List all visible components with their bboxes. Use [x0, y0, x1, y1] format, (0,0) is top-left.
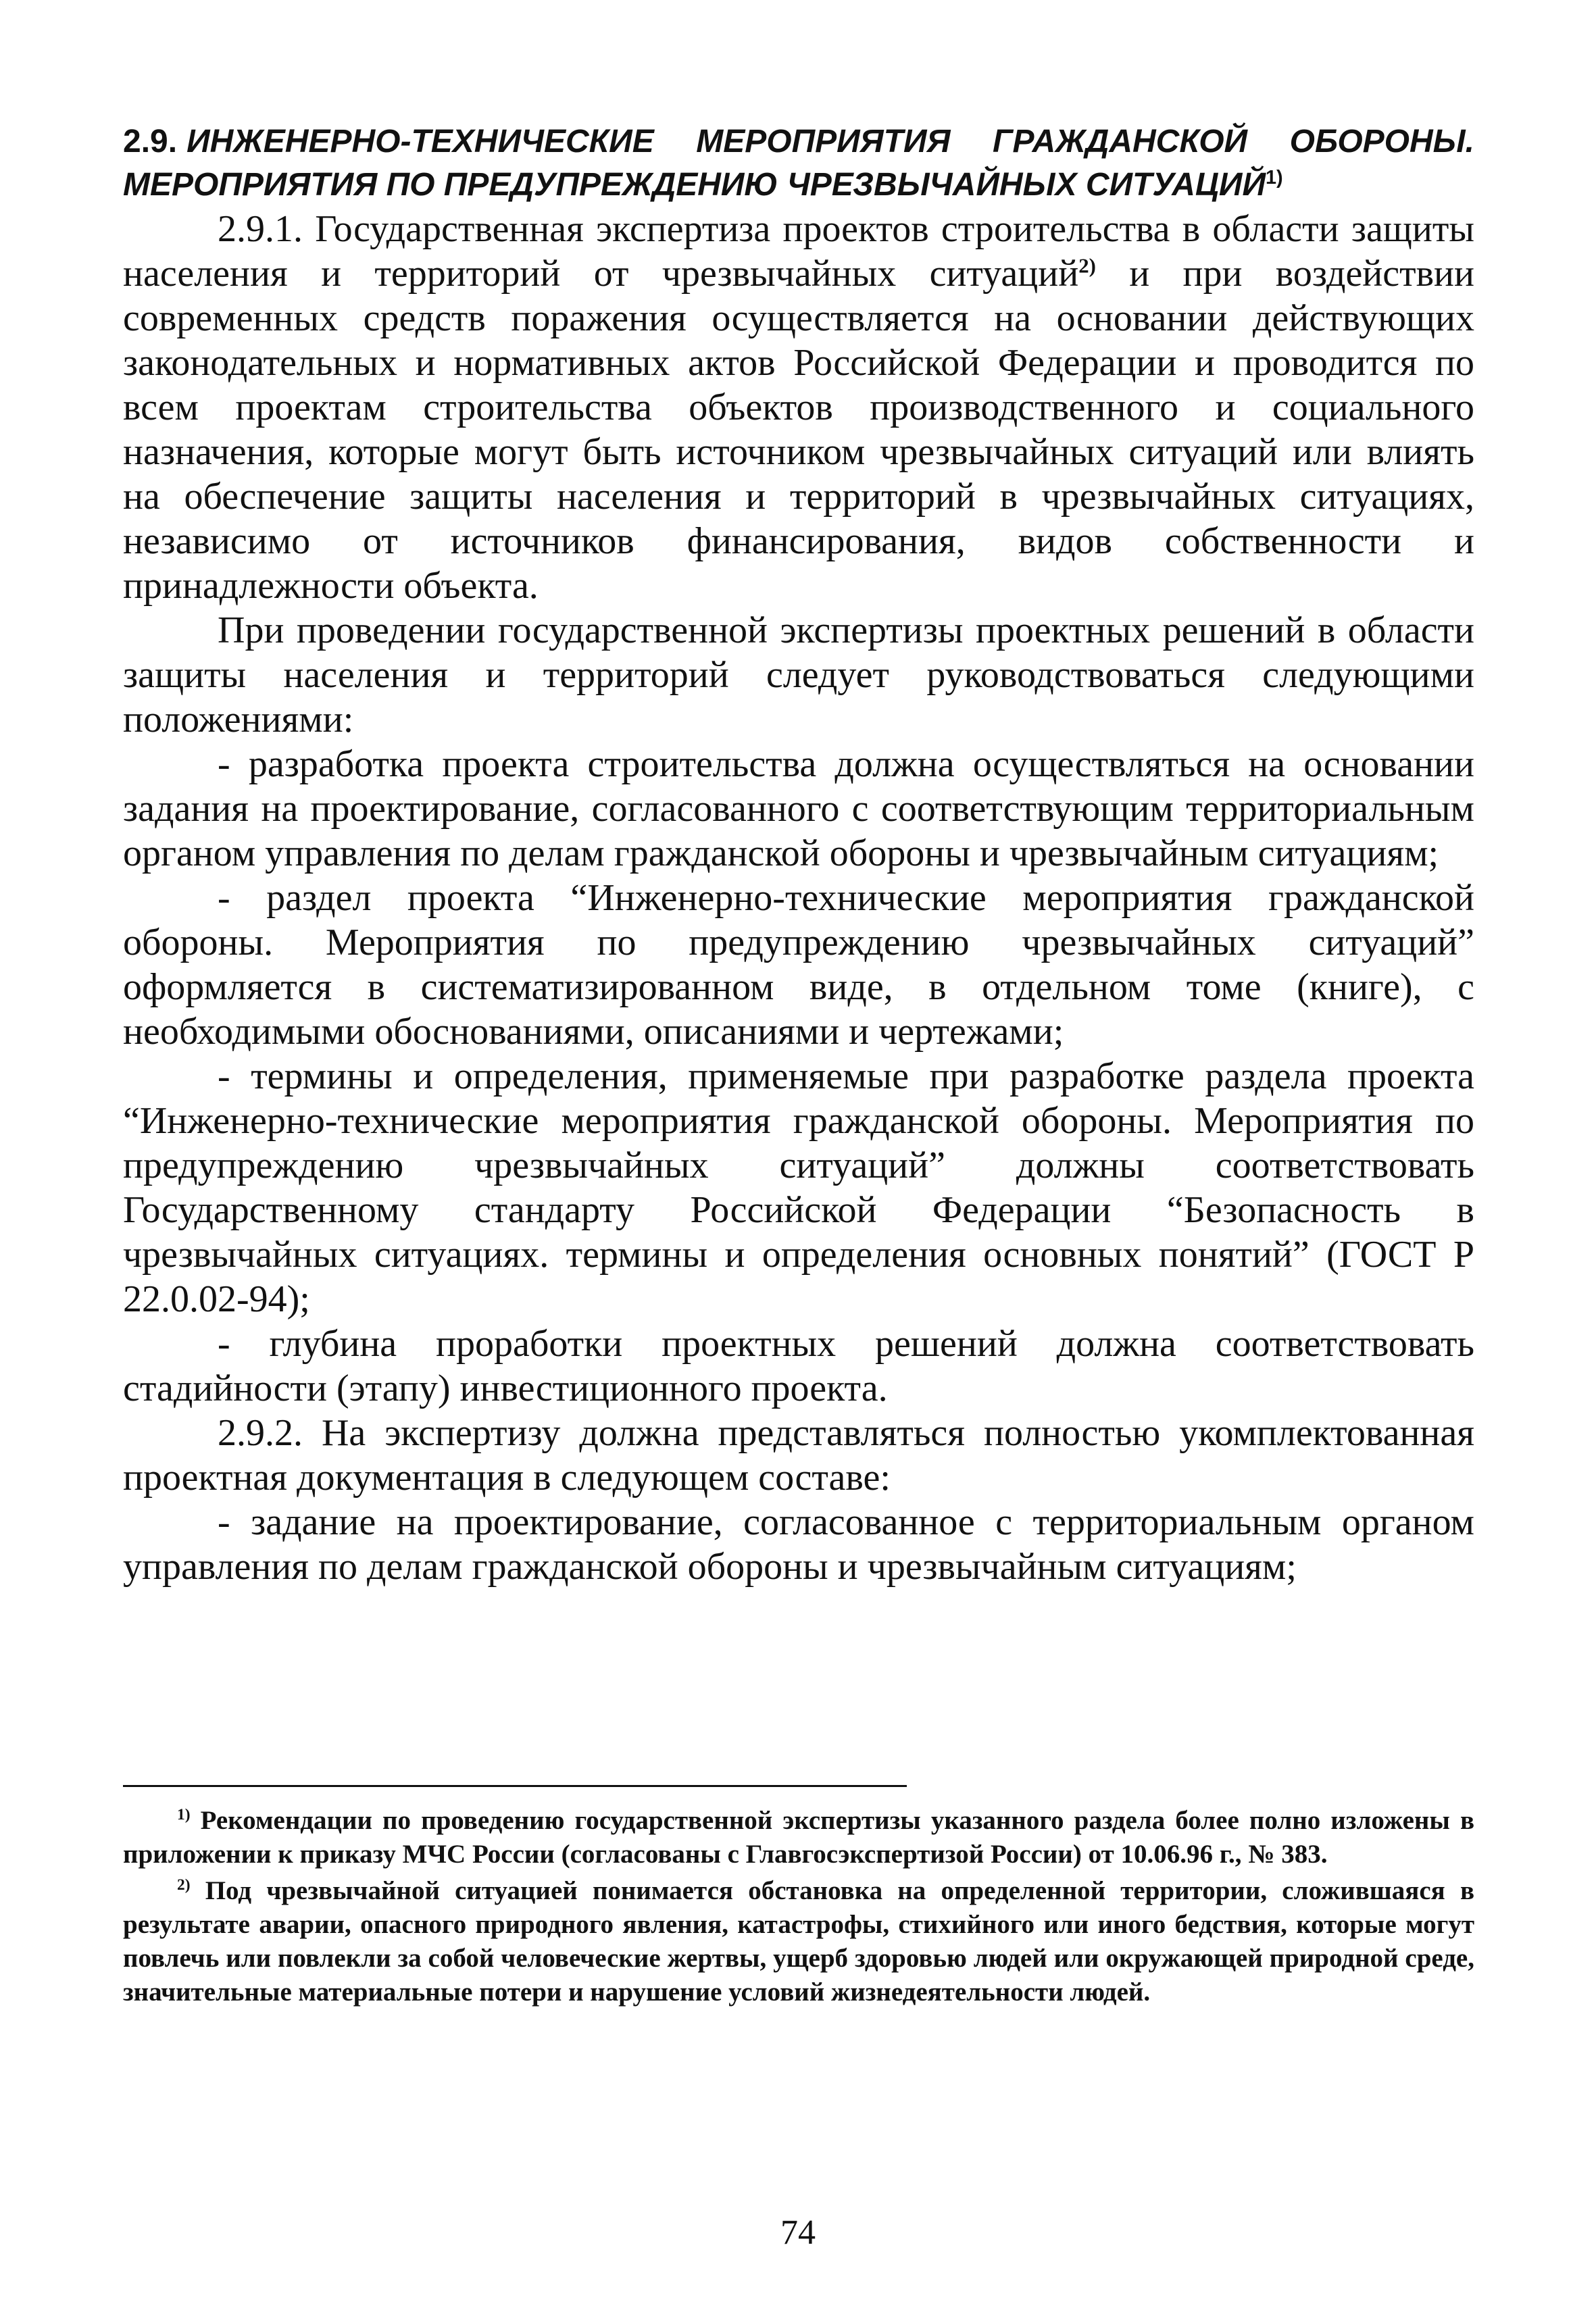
heading-footnote-mark: 1) — [1265, 167, 1283, 188]
paragraph-2-9-2: 2.9.2. На экспертизу должна представляться полностью укомплектованная проектная документация в следующем составе: — [123, 1412, 1474, 1499]
section-title: ИНЖЕНЕРНО-ТЕХНИЧЕСКИЕ МЕРОПРИЯТИЯ ГРАЖДАНСКОЙ ОБОРОНЫ. МЕРОПРИЯТИЯ ПО ПРЕДУПРЕЖДЕНИЮ ЧРЕЗВЫЧАЙНЫХ СИТУАЦИЙ — [123, 124, 1474, 203]
footnote-ref-2: 2) — [1078, 254, 1096, 278]
footnote-mark-1: 1) — [177, 1806, 191, 1823]
paragraph-intro: При проведении государственной экспертизы проектных решений в области защиты населения и территорий следует руководствоваться следующими положениями: — [123, 609, 1474, 740]
footnote-text-1: Рекомендации по проведению государственной экспертизы указанного раздела более полно изложены в приложении к приказу МЧС России (согласованы с Главгосэкспертизой России) от 10.06.96 г., № 383. — [123, 1806, 1475, 1869]
section-number: 2.9. — [123, 124, 178, 159]
list-item-3: - термины и определения, применяемые при разработке раздела проекта “Инженерно-технические мероприятия гражданской обороны. Мероприятия по предупреждению чрезвычайных ситуаций” должны соответствовать Государственному стандарту Российской Федерации “Безопасность в чрезвычайных ситуациях. термины и определения основных понятий” (ГОСТ Р 22.0.02-94); — [123, 1055, 1474, 1320]
footnotes — [123, 1804, 1474, 2012]
page-number: 74 — [780, 2213, 816, 2252]
list-item-2: - раздел проекта “Инженерно-технические мероприятия гражданской обороны. Мероприятия по предупреждению чрезвычайных ситуаций” оформляется в систематизированном виде, в отдельном томе (книге), с необходимыми обоснованиями, описаниями и чертежами; — [123, 877, 1474, 1053]
footnote-2 — [123, 1874, 1474, 2009]
footnote-divider — [123, 1785, 907, 1787]
list-item-4: - глубина проработки проектных решений должна соответствовать стадийности (этапу) инвестиционного проекта. — [123, 1323, 1474, 1409]
section-heading — [123, 120, 1474, 207]
footnote-mark-2: 2) — [177, 1876, 191, 1894]
footnote-1 — [123, 1804, 1474, 1871]
footnote-text-2: Под чрезвычайной ситуацией понимается обстановка на определенной территории, сложившаяся в результате аварии, опасного природного явления, катастрофы, стихийного или иного бедствия, которые могут повлечь или повлекли за собой человеческие жертвы, ущерб здоровью людей или окружающей природной среде, значительные материальные потери и нарушение условий жизнедеятельности людей. — [123, 1876, 1475, 2007]
list-item-1: - разработка проекта строительства должна осуществляться на основании задания на проектирование, согласованного с соответствующим территориальным органом управления по делам гражданской обороны и чрезвычайным ситуациям; — [123, 743, 1474, 874]
list-item-5: - задание на проектирование, согласованное с территориальным органом управления по делам гражданской обороны и чрезвычайным ситуациям; — [123, 1501, 1474, 1588]
main-content — [123, 120, 1474, 1589]
paragraph-2-9-1: 2.9.1. Государственная экспертиза проектов строительства в области защиты населения и территорий от чрезвычайных ситуаций$^{2)}$ и при воздействии современных средств поражения осуществляется на основании действующих законодательных и нормативных актов Российской Федерации и проводится по всем проектам строительства объектов производственного и социального назначения, которые могут быть источником чрезвычайных ситуаций или влиять на обеспечение защиты населения и территорий в чрезвычайных ситуациях, независимо от источников финансирования, видов собственности и принадлежности объекта. — [123, 208, 1474, 607]
